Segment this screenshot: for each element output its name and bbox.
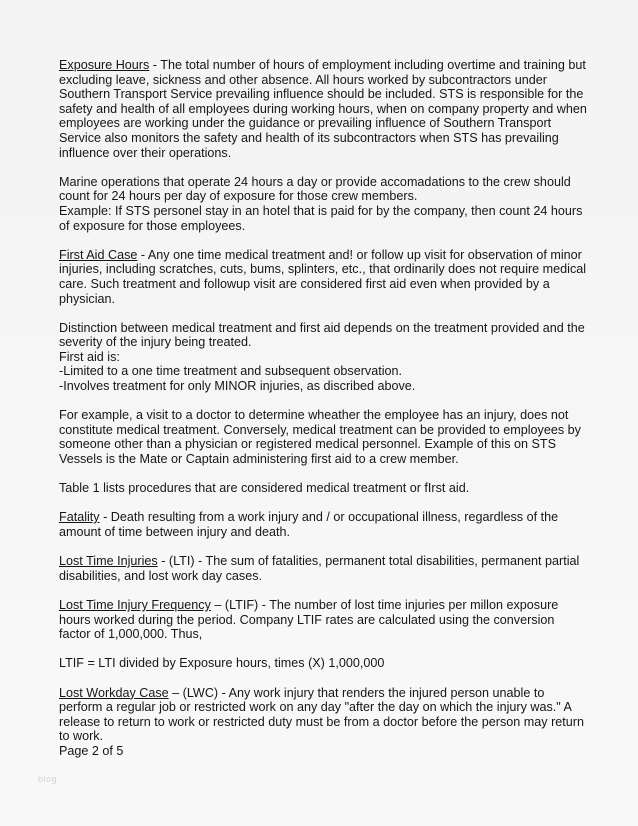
distinction-text: Distinction between medical treatment and first aid depends on the treatment provided and the severity of the injury being treated. xyxy=(59,320,585,350)
marine-operations-text: Marine operations that operate 24 hours a day or provide accomadations to the crew should count for 24 hours per day of exposure for those crew members. xyxy=(59,174,571,204)
first-aid-criterion-2: -Involves treatment for only MINOR injuries, as discribed above. xyxy=(59,379,416,394)
watermark: blog xyxy=(38,774,58,784)
term-first-aid-case: First Aid Case xyxy=(59,247,138,262)
definition-ltif: – (LTIF) - The number of lost time injuries per millon exposure hours worked during the period. Company LTIF rates are calculated using the conversion factor of 1,000,000. Thus, xyxy=(59,597,559,642)
term-lost-time-injuries: Lost Time Injuries xyxy=(59,554,158,569)
first-aid-is-label: First aid is: xyxy=(59,349,120,364)
paragraph-distinction xyxy=(59,321,589,394)
definition-lost-workday-case: – (LWC) - Any work injury that renders the injured person unable to perform a regular job or restricted work on any day "after the day on which the injury was." A release to return to work or restricted duty must be from a doctor before the person may return to work. xyxy=(59,685,584,744)
paragraph-ltif xyxy=(59,598,589,642)
term-ltif: Lost Time Injury Frequency xyxy=(59,597,211,612)
paragraph-lost-time-injuries xyxy=(59,554,589,583)
document-body xyxy=(59,58,589,759)
paragraph-marine-operations xyxy=(59,175,589,233)
paragraph-ltif-formula: LTIF = LTI divided by Exposure hours, times (X) 1,000,000 xyxy=(59,656,385,671)
page-number: Page 2 of 5 xyxy=(59,743,124,758)
paragraph-example-visit: For example, a visit to a doctor to determine wheather the employee has an injury, does not constitute medical treatment. Conversely, medical treatment can be provided to employees by someone other than a physician or registered medical personnel. Example of this on STS Vessels is the Mate or Captain administering first aid to a crew member. xyxy=(59,408,581,467)
paragraph-table-note: Table 1 lists procedures that are considered medical treatment or fIrst aid. xyxy=(59,481,470,496)
term-fatality: Fatality xyxy=(59,510,100,525)
definition-lost-time-injuries: - (LTI) - The sum of fatalities, permanent total disabilities, permanent partial disabilities, and lost work day cases. xyxy=(59,554,580,583)
paragraph-lost-workday-case xyxy=(59,686,589,744)
term-exposure-hours: Exposure Hours xyxy=(59,58,150,72)
first-aid-criterion-1: -Limited to a one time treatment and subsequent observation. xyxy=(59,364,403,379)
definition-first-aid-case: - Any one time medical treatment and! or follow up visit for observation of minor injuries, including scratches, cuts, bums, splinters, etc., that ordinarily does not require medical care. Such treatment and followup visit are considered first aid even when provided by a physician. xyxy=(59,247,587,306)
term-lost-workday-case: Lost Workday Case xyxy=(59,685,169,700)
paragraph-first-aid-case xyxy=(59,248,589,306)
definition-fatality: - Death resulting from a work injury and / or occupational illness, regardless of the amount of time between injury and death. xyxy=(59,510,559,539)
paragraph-exposure-hours xyxy=(59,58,589,160)
paragraph-fatality xyxy=(59,510,589,539)
definition-exposure-hours: - The total number of hours of employment including overtime and training but excluding leave, sickness and other absence. All hours worked by subcontractors under Southern Transport Service prevailing influence should be included. STS is responsible for the safety and health of all employees during working hours, when on company property and when employees are working under the guidance or prevailing influence of Southern Transport Service also monitors the safety and health of its subcontractors when STS has prevailing influence over their operations. xyxy=(59,58,587,160)
marine-operations-example: Example: If STS personel stay in an hotel that is paid for by the company, then count 24 hours of exposure for those employees. xyxy=(59,203,583,233)
